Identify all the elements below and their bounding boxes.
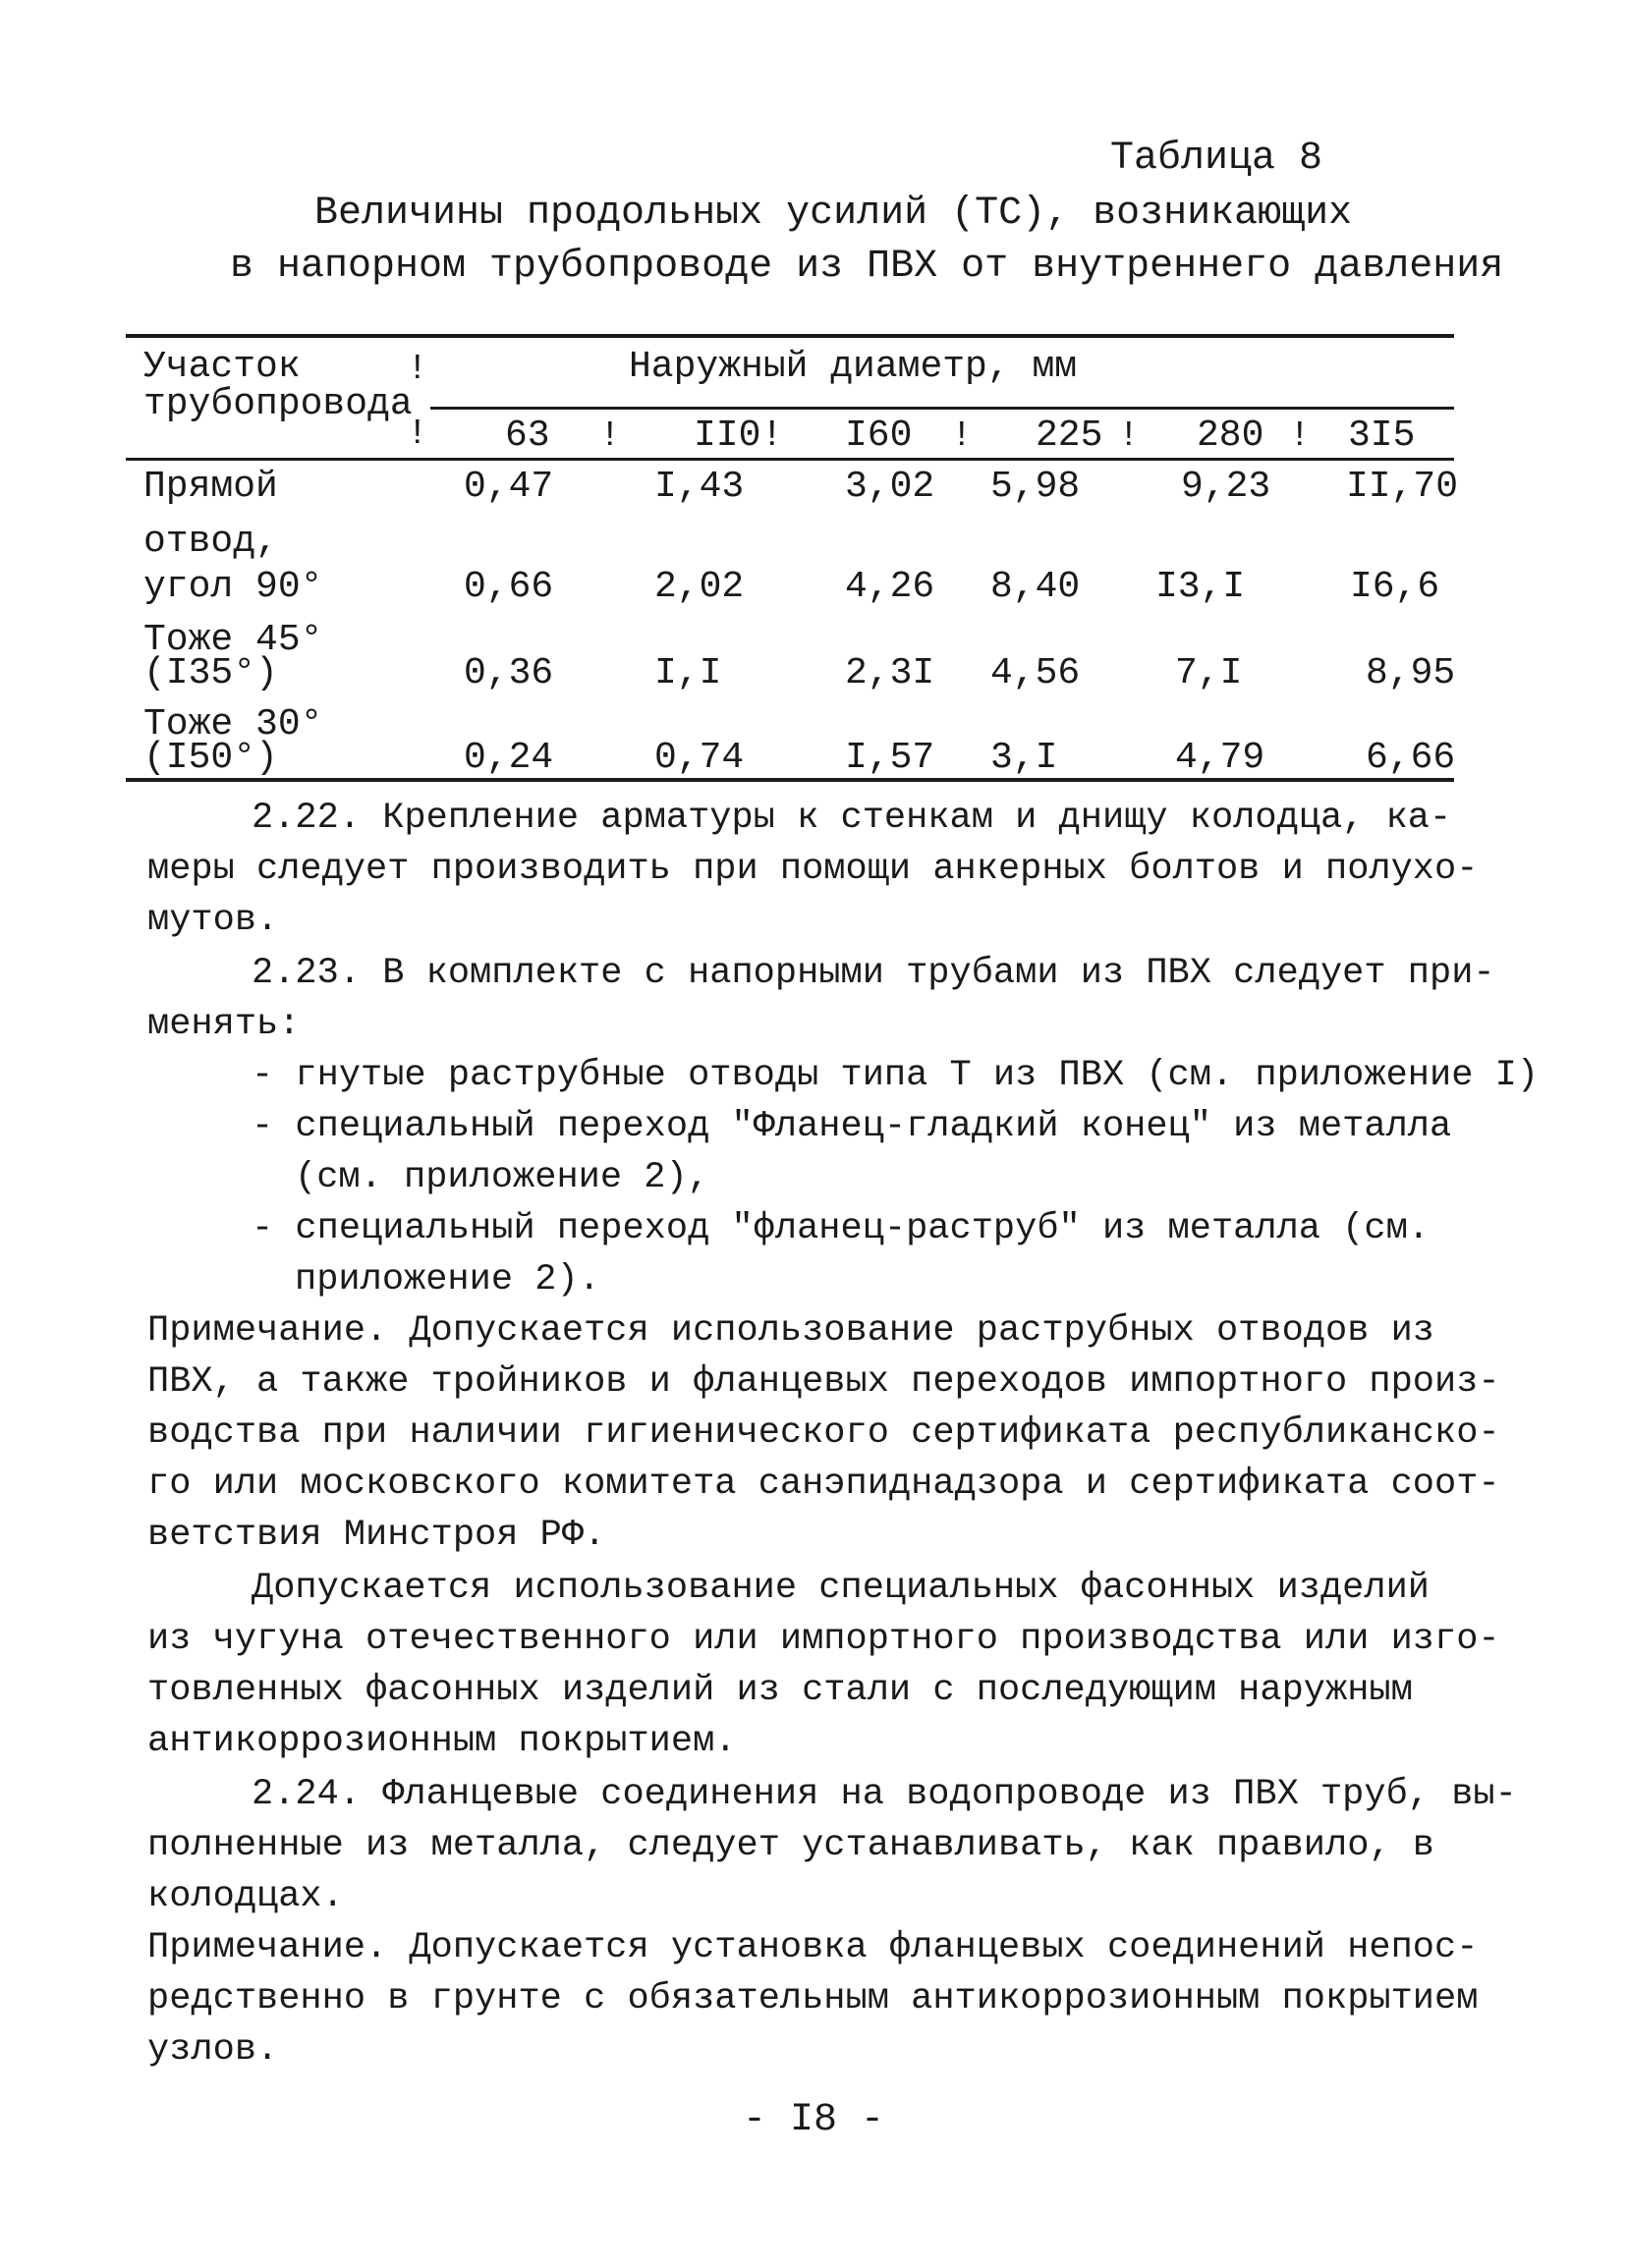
table-cell: I6,6	[1350, 566, 1440, 608]
column-separator: !	[1289, 415, 1311, 456]
column-separator: !	[1118, 415, 1140, 456]
paragraph-2-23: 2.23. В комплекте с напорными трубами из ПВХ следует при-	[252, 953, 1495, 994]
paragraph-line: мутов.	[147, 900, 279, 941]
table-cell: 6,66	[1366, 737, 1456, 779]
note-line: ПВХ, а также тройников и фланцевых переходов импортного произ-	[147, 1361, 1500, 1403]
column-separator: !	[951, 415, 973, 456]
table-cell: 2,02	[654, 566, 745, 608]
diameter-280: 280	[1197, 415, 1264, 457]
diameter-110: II0!	[694, 415, 784, 457]
table-cell: I,57	[845, 737, 935, 779]
diameter-160: I60	[845, 415, 913, 457]
table-title-line2: в напорном трубопроводе из ПВХ от внутреннего давления	[230, 245, 1504, 289]
paragraph-line: меры следует производить при помощи анкерных болтов и полухо-	[147, 849, 1479, 890]
bullet-item-cont: (см. приложение 2),	[295, 1157, 709, 1198]
paragraph-line: из чугуна отечественного или импортного производства или изго-	[147, 1619, 1500, 1660]
paragraph-line: товленных фасонных изделий из стали с последующим наружным	[147, 1670, 1413, 1711]
bullet-item: - специальный переход "фланец-раструб" из металла (см.	[252, 1208, 1430, 1249]
table-cell: 4,79	[1175, 737, 1265, 779]
table-cell: 0,47	[464, 466, 554, 508]
paragraph-line: менять:	[147, 1004, 301, 1045]
paragraph-line: колодцах.	[147, 1876, 344, 1917]
page-number: - I8 -	[742, 2098, 885, 2142]
table-subheader-rule	[430, 407, 1454, 410]
diameter-315: 3I5	[1348, 415, 1416, 457]
table-cell: 0,36	[464, 652, 554, 694]
paragraph-2-22: 2.22. Крепление арматуры к стенкам и днищу колодца, ка-	[252, 798, 1452, 839]
bullet-item-cont: приложение 2).	[295, 1259, 600, 1300]
header-section-2: трубопровода	[143, 383, 413, 425]
table-title-line1: Величины продольных усилий (ТС), возникающих	[314, 192, 1353, 236]
table-top-rule	[126, 334, 1454, 338]
row-label-2: (I50°)	[143, 737, 278, 779]
row-label-2: (I35°)	[143, 652, 278, 694]
table-number: Таблица 8	[1110, 137, 1323, 181]
table-cell: 2,3I	[845, 652, 935, 694]
paragraph-line: полненные из металла, следует устанавливать, как правило, в	[147, 1825, 1435, 1866]
note-line: го или московского комитета санэпиднадзора и сертификата соот-	[147, 1464, 1500, 1505]
row-label: Тоже 30°	[143, 703, 323, 746]
row-label: Прямой	[143, 466, 278, 508]
table-cell: 4,56	[990, 652, 1081, 694]
note-2: Примечание. Допускается установка фланцевых соединений непос-	[147, 1927, 1479, 1968]
row-label: отвод,	[143, 521, 278, 563]
table-header-rule	[126, 458, 1454, 461]
table-cell: 0,66	[464, 566, 554, 608]
table-cell: 7,I	[1175, 652, 1243, 694]
row-label: Тоже 45°	[143, 619, 323, 661]
note-line: ветствия Минстроя РФ.	[147, 1515, 606, 1556]
diameter-63: 63	[505, 415, 550, 457]
bullet-item: - гнутые раструбные отводы типа Т из ПВХ (см. приложение I)	[252, 1055, 1540, 1096]
note-line: редственно в грунте с обязательным антикоррозионным покрытием	[147, 1978, 1479, 2019]
table-cell: I,43	[654, 466, 745, 508]
table-cell: 0,74	[654, 737, 745, 779]
header-separator: !	[407, 349, 428, 389]
header-diameter: Наружный диаметр, мм	[629, 346, 1078, 388]
table-cell: 4,26	[845, 566, 935, 608]
note-line: узлов.	[147, 2029, 279, 2071]
paragraph-line: антикоррозионным покрытием.	[147, 1721, 737, 1762]
table-cell: 3,02	[845, 466, 935, 508]
bullet-item: - специальный переход "Фланец-гладкий конец" из металла	[252, 1106, 1452, 1147]
paragraph-allowance: Допускается использование специальных фасонных изделий	[252, 1568, 1430, 1609]
table-cell: 0,24	[464, 737, 554, 779]
table-cell: 8,40	[990, 566, 1081, 608]
note-line: водства при наличии гигиенического сертификата республиканско-	[147, 1412, 1500, 1454]
row-label-2: угол 90°	[143, 566, 323, 608]
table-cell: 5,98	[990, 466, 1081, 508]
table-cell: 3,I	[990, 737, 1058, 779]
column-separator: !	[599, 415, 621, 456]
note-1: Примечание. Допускается использование раструбных отводов из	[147, 1310, 1435, 1352]
table-cell: 8,95	[1366, 652, 1456, 694]
table-cell: 9,23	[1181, 466, 1271, 508]
paragraph-2-24: 2.24. Фланцевые соединения на водопроводе из ПВХ труб, вы-	[252, 1774, 1517, 1815]
table-cell: I3,I	[1155, 566, 1246, 608]
diameter-225: 225	[1036, 415, 1103, 457]
table-cell: II,70	[1346, 466, 1459, 508]
header-separator: !	[407, 414, 428, 454]
table-cell: I,I	[654, 652, 722, 694]
header-section: Участок	[143, 346, 301, 388]
